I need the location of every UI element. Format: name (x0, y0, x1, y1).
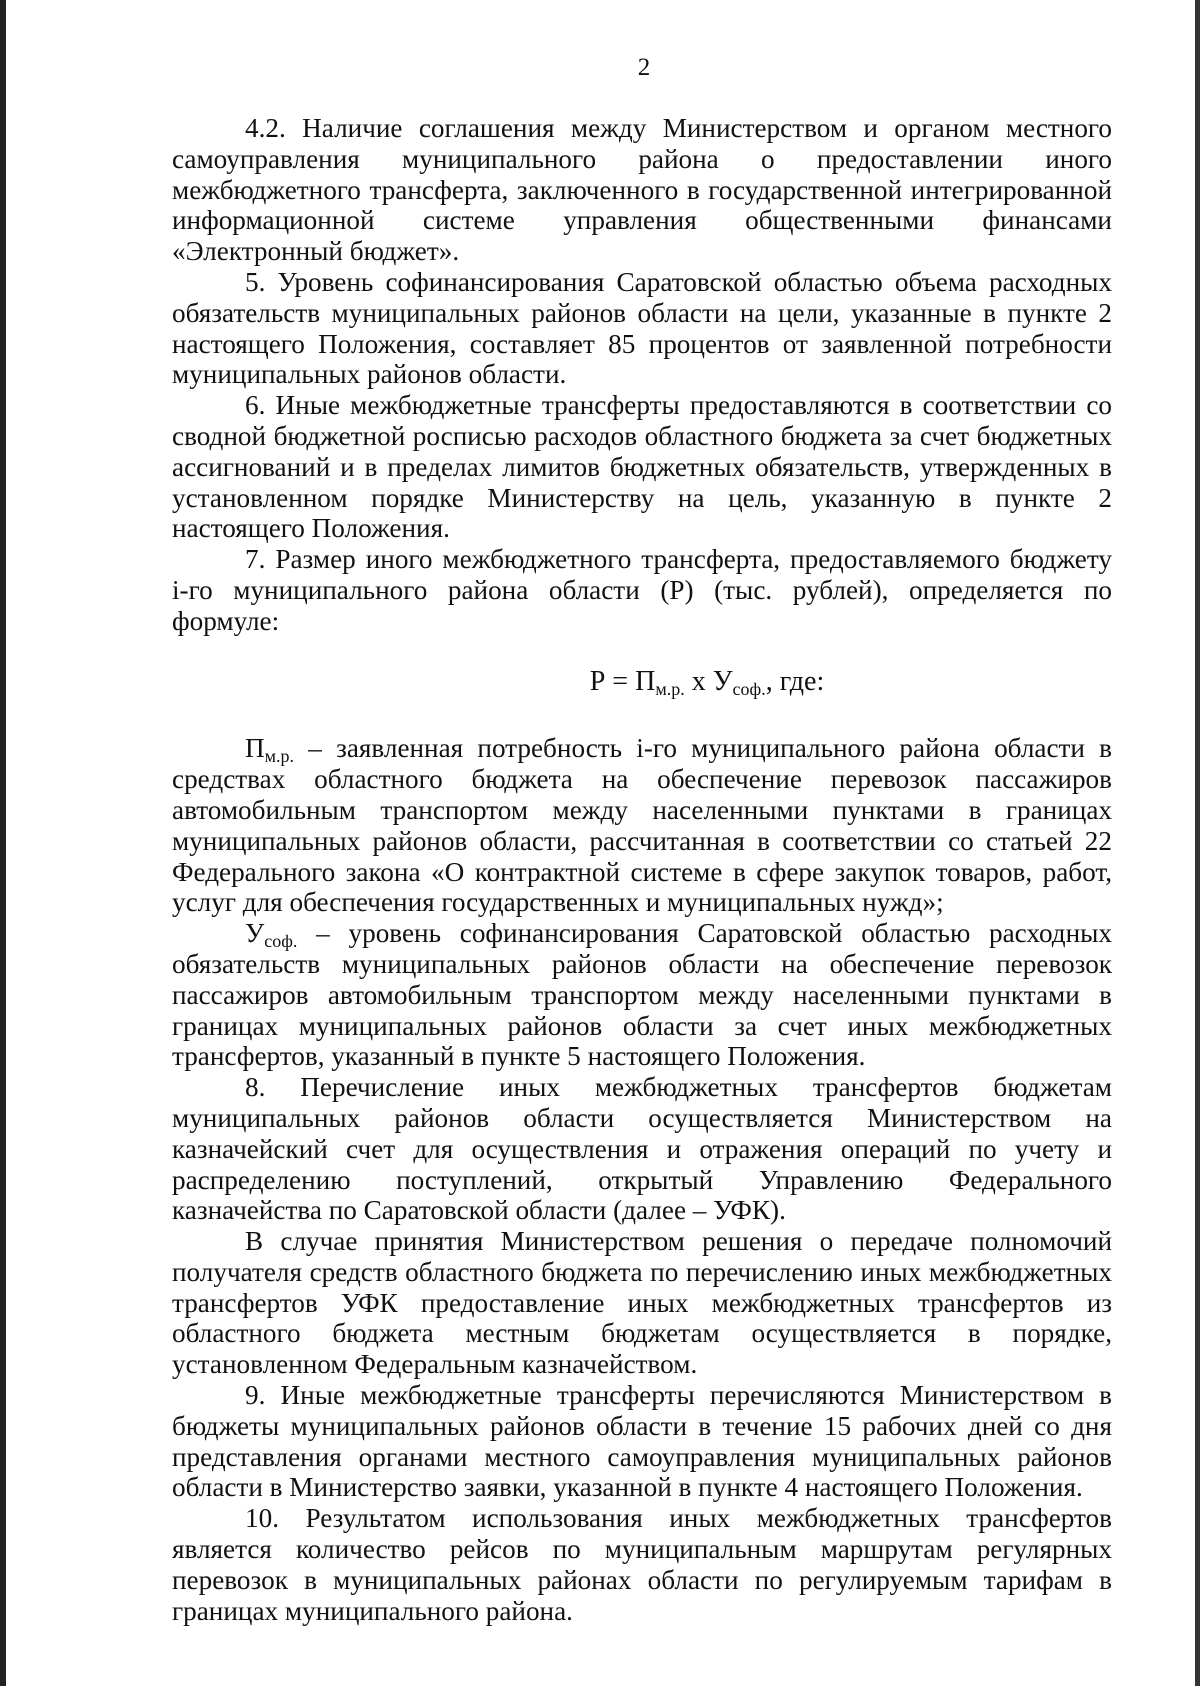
symbol-p: П (245, 733, 265, 764)
definition-u-sof-text: – уровень софинансирования Саратовской областью расходных обязательств муниципальных районов области на обеспечение перевозок пассажиров автомобильным транспортом между населенными пунктами в границах муниципальных районов области за счет иных межбюджетных трансфертов, указанный в пункте 5 настоящего Положения. (172, 918, 1113, 1072)
definition-p-mr (172, 733, 1112, 918)
scan-edge-left (0, 0, 6, 1686)
symbol-p-subscript: м.р. (264, 746, 295, 767)
page-number: 2 (637, 54, 651, 81)
formula-subscript-mr: м.р. (655, 678, 685, 699)
symbol-u-subscript: соф. (264, 931, 298, 952)
formula-mid: х У (684, 665, 733, 697)
paragraph-8: 8. Перечисление иных межбюджетных трансфертов бюджетам муниципальных районов области осуществляется Министерством на казначейский счет для осуществления и отражения операций по учету и распределению поступлений, открытый Управлению Федерального казначейства по Саратовской области (далее – УФК). (172, 1072, 1112, 1226)
paragraph-4-2: 4.2. Наличие соглашения между Министерством и органом местного самоуправления муниципального района о предоставлении иного межбюджетного трансферта, заключенного в государственной интегрированной информационной системе управления общественными финансами «Электронный бюджет». (172, 113, 1112, 267)
formula-subscript-sof: соф. (732, 678, 766, 699)
paragraph-9: 9. Иные межбюджетные трансферты перечисляются Министерством в бюджеты муниципальных районов области в течение 15 рабочих дней со дня представления органами местного самоуправления муниципальных районов области в Министерство заявки, указанной в пункте 4 настоящего Положения. (172, 1380, 1112, 1503)
formula (172, 667, 1112, 698)
definition-p-mr-text: – заявленная потребность i-го муниципального района области в средствах областного бюджета на обеспечение перевозок пассажиров автомобильным транспортом между населенными пунктами в границах муниципальных районов области, рассчитанная в соответствии со статьей 22 Федерального закона «О контрактной системе в сфере закупок товаров, работ, услуг для обеспечения государственных и муниципальных нужд»; (172, 733, 1113, 918)
definition-u-sof (172, 918, 1112, 1072)
formula-lhs: Р = П (589, 665, 656, 697)
paragraph-7: 7. Размер иного межбюджетного трансферта, предоставляемого бюджету i-го муниципального района области (Р) (тыс. рублей), определяется по формуле: (172, 544, 1112, 636)
scan-edge-right (1195, 0, 1200, 1686)
paragraph-5: 5. Уровень софинансирования Саратовской областью объема расходных обязательств муниципальных районов области на цели, указанные в пункте 2 настоящего Положения, составляет 85 процентов от заявленной потребности муниципальных районов области. (172, 266, 1112, 390)
symbol-u: У (245, 918, 265, 949)
formula-tail: , где: (765, 665, 825, 697)
document-body (172, 113, 1112, 1626)
paragraph-8-continued: В случае принятия Министерством решения о передаче полномочий получателя средств областного бюджета по перечислению иных межбюджетных трансфертов УФК предоставление иных межбюджетных трансфертов из областного бюджета местным бюджетам осуществляется в порядке, установленном Федеральным казначейством. (172, 1226, 1112, 1380)
paragraph-10: 10. Результатом использования иных межбюджетных трансфертов является количество рейсов по муниципальным маршрутам регулярных перевозок в муниципальных районах области по регулируемым тарифам в границах муниципального района. (172, 1503, 1112, 1626)
paragraph-6: 6. Иные межбюджетные трансферты предоставляются в соответствии со сводной бюджетной росписью расходов областного бюджета за счет бюджетных ассигнований и в пределах лимитов бюджетных обязательств, утвержденных в установленном порядке Министерству на цель, указанную в пункте 2 настоящего Положения. (172, 390, 1112, 544)
